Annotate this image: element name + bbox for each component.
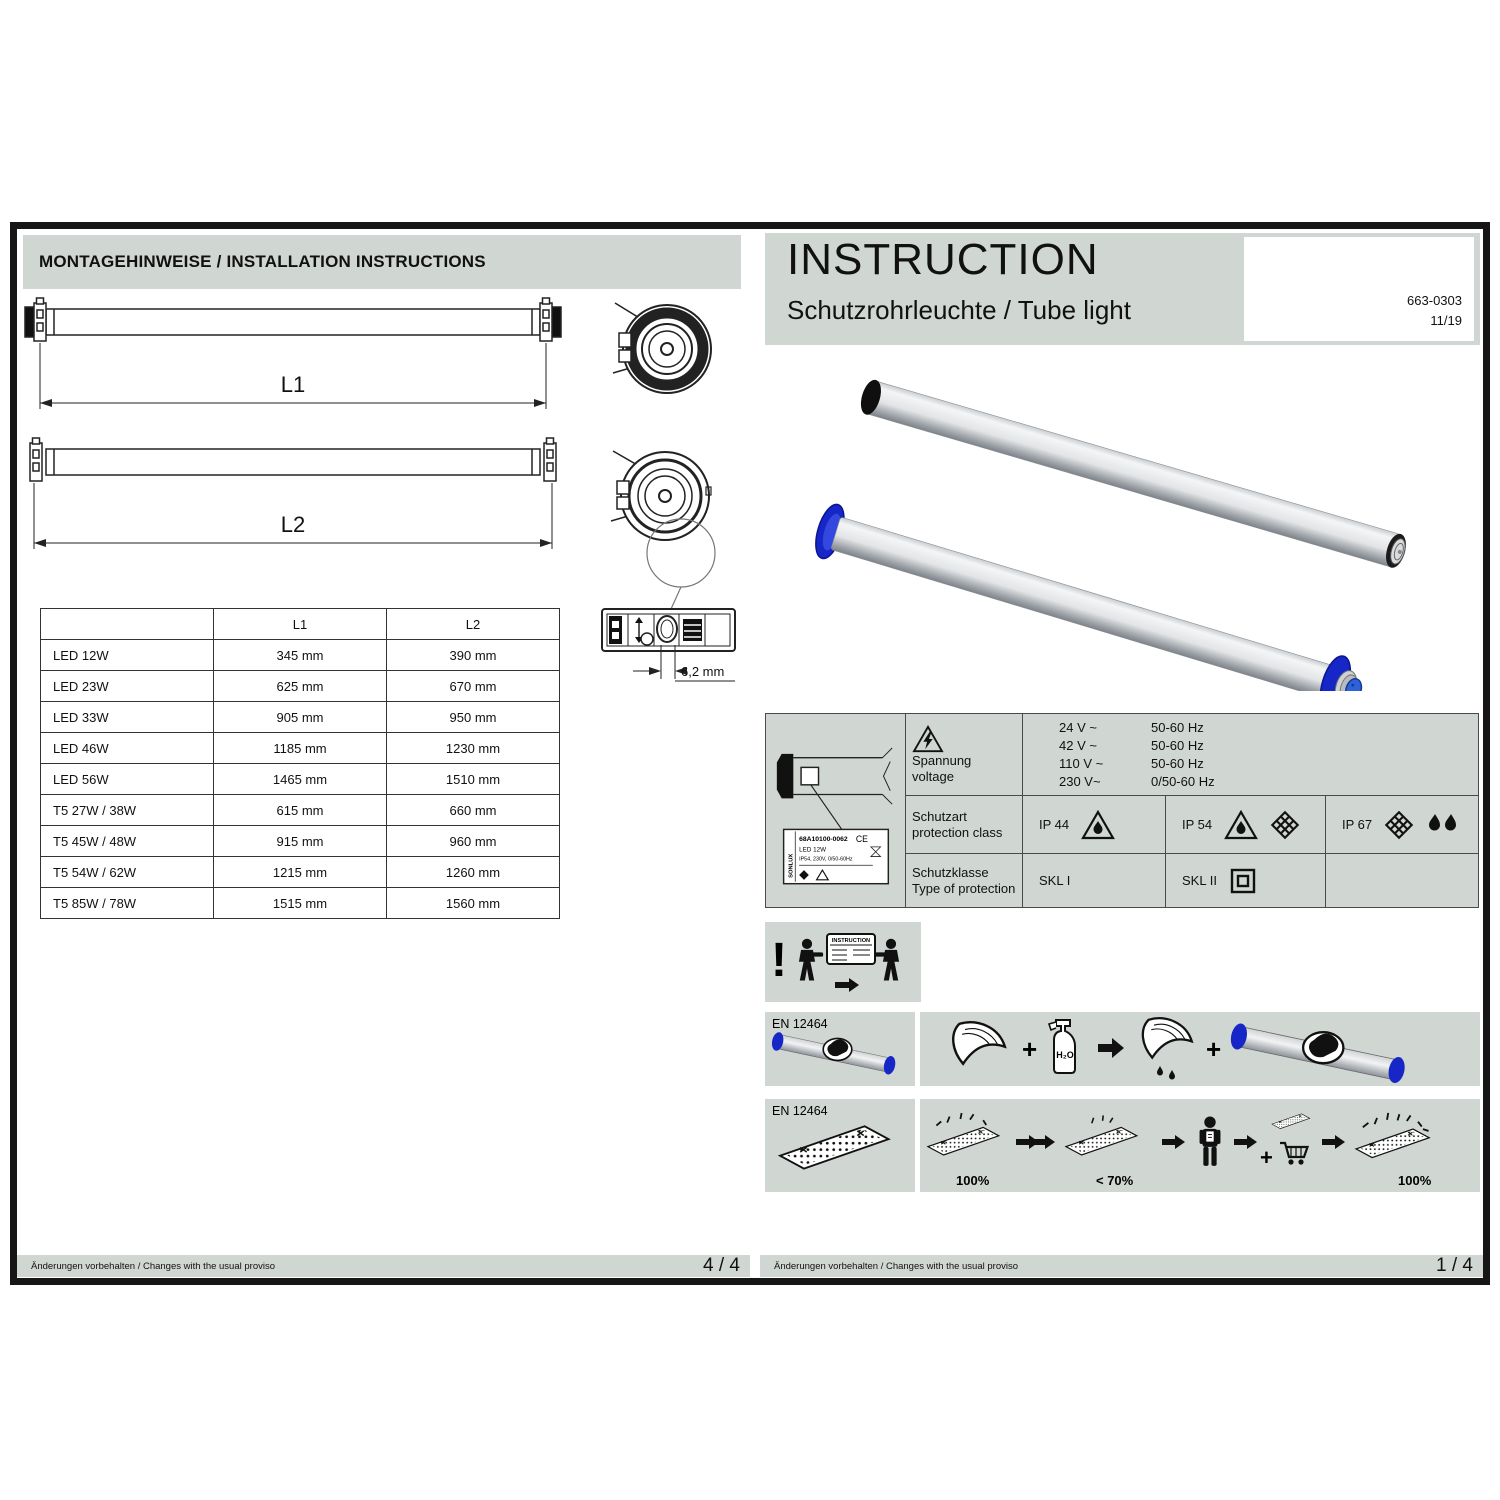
table-row: T5 54W / 62W 1215 mm 1260 mm <box>41 857 560 888</box>
instruction-card-title: INSTRUCTION <box>831 938 871 944</box>
cleaning-steps-box <box>920 1012 1480 1086</box>
dimension-table <box>40 608 560 919</box>
plus-icon: + <box>1022 1034 1038 1064</box>
strip-100-icon <box>928 1113 999 1155</box>
document-number: 663-0303 <box>1407 293 1462 308</box>
voltage-frequency: 0/50-60 Hz <box>1151 773 1215 789</box>
ip44-value: IP 44 <box>1039 817 1070 832</box>
dimension-label-l1: L1 <box>280 372 306 397</box>
skl1-cell <box>1023 854 1166 908</box>
class-label-en: Type of protection <box>912 880 1016 896</box>
voltage-label-en: voltage <box>912 768 954 784</box>
spec-table <box>765 713 1479 908</box>
table-row: T5 85W / 78W 1515 mm 1560 mm <box>41 888 560 919</box>
empty-cell <box>1326 854 1479 908</box>
voltage-value: 24 V ~ <box>1059 719 1097 735</box>
table-row: LED 46W 1185 mm 1230 mm <box>41 733 560 764</box>
person-icon <box>1200 1117 1221 1166</box>
product-rendering <box>791 361 1471 691</box>
label-ratings: IP54, 230V, 0/50-60Hz <box>799 855 853 862</box>
handover-pictogram <box>765 922 921 1002</box>
table-header-model <box>41 609 214 640</box>
table-header-l2: L2 <box>387 609 560 640</box>
percent-label-100: 100% <box>956 1173 990 1188</box>
skl2-cell <box>1166 854 1326 908</box>
ce-mark: CE <box>855 833 868 844</box>
installation-header <box>23 235 741 289</box>
protection-label-en: protection class <box>912 824 1003 840</box>
instruction-header <box>765 233 1480 345</box>
drip-proof-triangle-icon <box>1224 810 1258 840</box>
shopping-cart-icon <box>1280 1143 1308 1165</box>
drip-proof-triangle-icon <box>1081 810 1115 840</box>
voltage-frequency: 50-60 Hz <box>1151 737 1204 753</box>
tube-black-caps <box>857 377 1409 570</box>
person-giving-icon <box>799 939 823 981</box>
en-standard-label: EN 12464 <box>772 1017 828 1031</box>
page-number: 4 / 4 <box>703 1255 740 1276</box>
page-title: INSTRUCTION <box>787 235 1099 284</box>
strip-new-100-icon <box>1356 1113 1429 1158</box>
skl1-value: SKL I <box>1039 873 1071 888</box>
label-brand: SONLUX <box>788 853 795 878</box>
arrow-right-icon <box>835 978 859 992</box>
label-location-diagram <box>772 727 898 895</box>
buy-new-icon <box>1260 1114 1310 1170</box>
dimension-label-l2: L2 <box>280 512 306 537</box>
ip44-cell <box>1023 796 1166 854</box>
voltage-label-de: Spannung <box>912 752 972 768</box>
voltage-value: 110 V ~ <box>1059 755 1104 771</box>
plus-icon: + <box>1206 1034 1222 1064</box>
instruction-document <box>10 222 1490 1285</box>
class-label-de: Schutzklasse <box>912 864 989 880</box>
handover-pictogram-box <box>765 922 921 1002</box>
en12464-cleaning-label-box <box>765 1012 915 1086</box>
table-row: LED 33W 905 mm 950 mm <box>41 702 560 733</box>
document-date: 11/19 <box>1430 313 1462 328</box>
table-header-l1: L1 <box>214 609 387 640</box>
voltage-values-cell <box>1023 714 1479 796</box>
protection-label-de: Schutzart <box>912 808 967 824</box>
product-label <box>784 829 889 883</box>
ip67-value: IP 67 <box>1342 817 1373 832</box>
table-row: T5 45W / 48W 915 mm 960 mm <box>41 826 560 857</box>
page-number: 1 / 4 <box>1436 1255 1473 1276</box>
installation-header-text: MONTAGEHINWEISE / INSTALLATION INSTRUCTIONS <box>39 252 486 271</box>
instruction-card-icon <box>827 934 875 964</box>
arrow-right-icon <box>1098 1038 1124 1058</box>
voltage-value: 230 V~ <box>1059 773 1101 789</box>
ip54-cell <box>1166 796 1326 854</box>
document-id-box <box>1244 237 1474 341</box>
h2o-label: H₂O <box>1056 1050 1074 1060</box>
electric-warning-icon <box>912 725 944 753</box>
type-of-protection-label-cell <box>906 854 1023 908</box>
dust-mesh-icon <box>1384 810 1414 840</box>
voltage-value: 42 V ~ <box>1059 737 1097 753</box>
label-article-number: 68A10100-0062 <box>799 835 848 843</box>
led-strip-icon <box>765 1099 915 1192</box>
page-subtitle: Schutzrohrleuchte / Tube light <box>787 295 1131 325</box>
ip54-value: IP 54 <box>1182 817 1213 832</box>
spray-bottle-icon <box>1049 1020 1075 1073</box>
cleaning-steps-pictogram <box>920 1012 1480 1086</box>
water-drops-icon <box>1426 811 1460 839</box>
label-diagram-cell <box>766 714 906 908</box>
table-header-row <box>41 609 560 640</box>
footer-note: Änderungen vorbehalten / Changes with the usual proviso <box>31 1260 275 1272</box>
right-page-footer <box>760 1255 1483 1277</box>
wet-cloth-icon <box>1143 1018 1192 1079</box>
plus-icon: + <box>1260 1145 1273 1170</box>
exclamation-icon: ! <box>771 934 787 987</box>
voltage-label-cell <box>906 714 1023 796</box>
en-standard-label: EN 12464 <box>772 1104 828 1118</box>
relamping-steps-box <box>920 1099 1480 1192</box>
left-page-footer <box>17 1255 750 1277</box>
percent-label-70: < 70% <box>1096 1173 1134 1188</box>
table-row: T5 27W / 38W 615 mm 660 mm <box>41 795 560 826</box>
percent-label-100-new: 100% <box>1398 1173 1432 1188</box>
table-row: LED 56W 1465 mm 1510 mm <box>41 764 560 795</box>
class2-double-square-icon <box>1229 867 1257 895</box>
tube-cleaning-icon <box>765 1012 915 1086</box>
label-model: LED 12W <box>799 846 827 854</box>
relamping-steps-pictogram <box>920 1099 1480 1192</box>
dimension-label-gap: 6,2 mm <box>681 664 725 679</box>
dust-mesh-icon <box>1270 810 1300 840</box>
voltage-frequency: 50-60 Hz <box>1151 719 1204 735</box>
skl2-value: SKL II <box>1182 873 1217 888</box>
strip-70-icon <box>1066 1115 1137 1155</box>
footer-note: Änderungen vorbehalten / Changes with the usual proviso <box>774 1260 1018 1272</box>
table-row: LED 12W 345 mm 390 mm <box>41 640 560 671</box>
voltage-frequency: 50-60 Hz <box>1151 755 1204 771</box>
endcap-detail-2 <box>611 451 715 609</box>
ip67-cell <box>1326 796 1479 854</box>
cloth-icon <box>953 1022 1005 1064</box>
en12464-luminaire-label-box <box>765 1099 915 1192</box>
person-receiving-icon <box>875 939 899 981</box>
protection-class-label-cell <box>906 796 1023 854</box>
tube-wiping-icon <box>1229 1022 1407 1085</box>
endcap-detail-1 <box>613 303 711 393</box>
table-row: LED 23W 625 mm 670 mm <box>41 671 560 702</box>
